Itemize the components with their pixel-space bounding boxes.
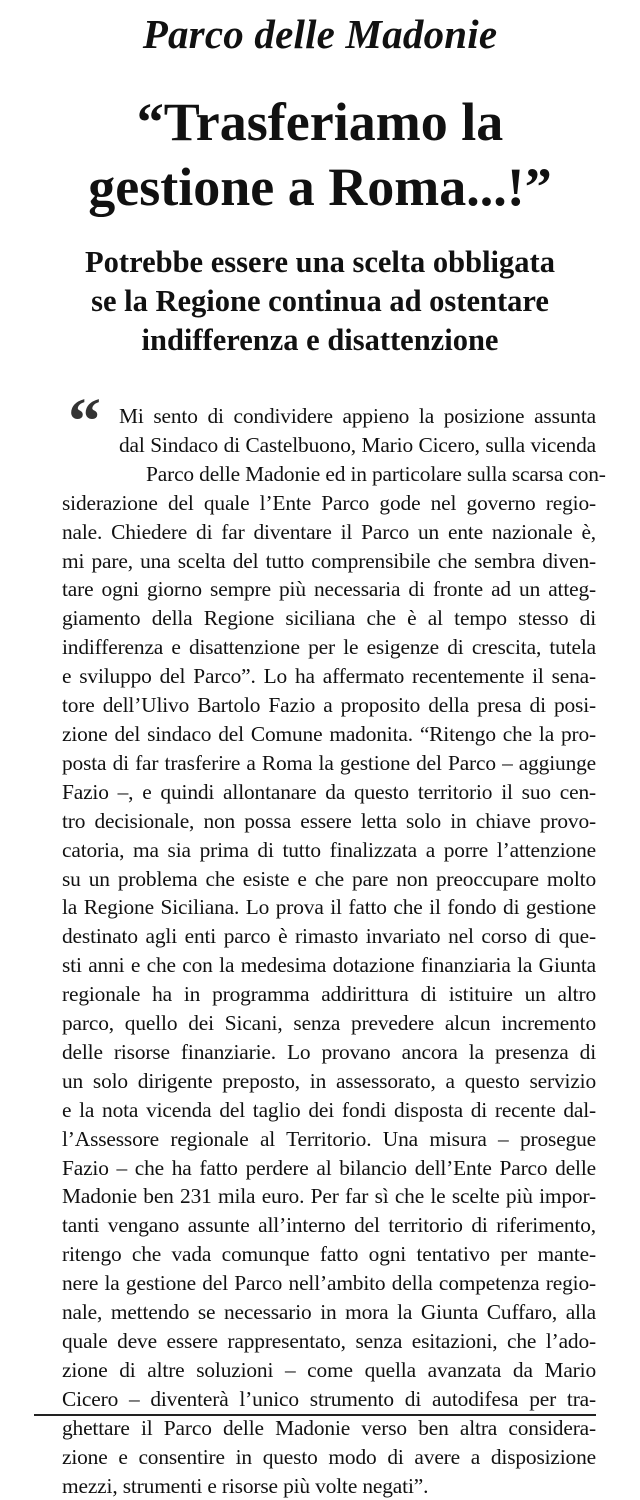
body-line: tare ogni giorno sempre più necessaria di fronte ad un atteg- bbox=[62, 577, 596, 602]
article-body bbox=[62, 402, 606, 1500]
article-headline bbox=[0, 90, 640, 220]
headline-line: “Trasferiamo la bbox=[136, 92, 504, 152]
body-line: siderazione del quale l’Ente Parco gode nel governo regio- bbox=[62, 490, 596, 515]
body-line: nale, mettendo se necessario in mora la Giunta Cuffaro, alla bbox=[62, 1300, 596, 1325]
headline-line: gestione a Roma...!” bbox=[88, 157, 552, 217]
body-line: tanti vengano assunte all’interno del territorio di riferimento, bbox=[62, 1213, 596, 1238]
body-line: Fazio –, e quindi allontanare da questo territorio il suo cen- bbox=[62, 779, 596, 804]
body-line: dal Sindaco di Castelbuono, Mario Cicero, sulla vicenda bbox=[119, 432, 596, 457]
body-line: parco, quello dei Sicani, senza prevedere alcun incremento bbox=[62, 1011, 596, 1036]
article-kicker: Parco delle Madonie bbox=[142, 11, 498, 57]
body-line: ritengo che vada comunque fatto ogni tentativo per mante- bbox=[62, 1242, 596, 1267]
body-line: nere la gestione del Parco nell’ambito della competenza regio- bbox=[62, 1271, 596, 1296]
body-line: zione e consentire in questo modo di avere a disposizione bbox=[62, 1444, 596, 1469]
body-line: regionale ha in programma addirittura di istituire un altro bbox=[62, 982, 596, 1007]
body-line: e sviluppo del Parco”. Lo ha affermato recentemente il sena- bbox=[62, 664, 596, 689]
body-line: tro decisionale, non possa essere letta solo in chiave provo- bbox=[62, 808, 596, 833]
body-line: mi pare, una scelta del tutto comprensibile che sembra diven- bbox=[62, 548, 596, 573]
article-subhead bbox=[20, 243, 620, 360]
body-line: mezzi, strumenti e risorse più volte negati”. bbox=[62, 1473, 429, 1498]
subhead-line: se la Regione continua ad ostentare bbox=[91, 284, 549, 318]
body-line: zione di altre soluzioni – come quella avanzata da Mario bbox=[62, 1357, 596, 1382]
subhead-line: Potrebbe essere una scelta obbligata bbox=[85, 245, 555, 279]
body-line: Mi sento di condividere appieno la posizione assunta bbox=[119, 404, 596, 428]
body-line: la Regione Siciliana. Lo prova il fatto che il fondo di gestione bbox=[62, 895, 596, 920]
body-line: posta di far trasferire a Roma la gestione del Parco – aggiunge bbox=[62, 750, 596, 775]
opening-quote-mark: “ bbox=[68, 385, 101, 458]
bottom-rule bbox=[34, 1414, 596, 1416]
body-line: indifferenza e disattenzione per le esigenze di crescita, tutela bbox=[62, 635, 596, 660]
body-line: e la nota vicenda del taglio dei fondi disposta di recente dal- bbox=[62, 1097, 596, 1122]
body-line: Fazio – che ha fatto perdere al bilancio dell’Ente Parco delle bbox=[62, 1155, 596, 1180]
body-line: Parco delle Madonie ed in particolare sulla scarsa con- bbox=[146, 461, 606, 486]
body-line: zione del sindaco del Comune madonita. “Ritengo che la pro- bbox=[62, 721, 596, 746]
body-line: tore dell’Ulivo Bartolo Fazio a proposito della presa di posi- bbox=[62, 693, 596, 718]
body-line: ghettare il Parco delle Madonie verso ben altra considera- bbox=[62, 1415, 596, 1440]
body-line: l’Assessore regionale al Territorio. Una misura – prosegue bbox=[62, 1126, 596, 1151]
body-line: destinato agli enti parco è rimasto invariato nel corso di que- bbox=[62, 924, 596, 949]
body-line: giamento della Regione siciliana che è al tempo stesso di bbox=[62, 606, 596, 631]
body-line: nale. Chiedere di far diventare il Parco un ente nazionale è, bbox=[62, 519, 596, 544]
body-line: su un problema che esiste e che pare non preoccupare molto bbox=[62, 866, 596, 891]
body-line: sti anni e che con la medesima dotazione finanziaria la Giunta bbox=[62, 953, 596, 978]
body-line: Cicero – diventerà l’unico strumento di autodifesa per tra- bbox=[62, 1386, 596, 1411]
body-line: un solo dirigente preposto, in assessorato, a questo servizio bbox=[62, 1068, 596, 1093]
subhead-line: indifferenza e disattenzione bbox=[141, 323, 499, 357]
body-line: catoria, ma sia prima di tutto finalizzata a porre l’attenzione bbox=[62, 837, 596, 862]
body-line: Madonie ben 231 mila euro. Per far sì che le scelte più impor- bbox=[62, 1184, 596, 1209]
body-line: delle risorse finanziarie. Lo provano ancora la presenza di bbox=[62, 1039, 596, 1064]
body-line: quale deve essere rappresentato, senza esitazioni, che l’ado- bbox=[62, 1329, 596, 1353]
